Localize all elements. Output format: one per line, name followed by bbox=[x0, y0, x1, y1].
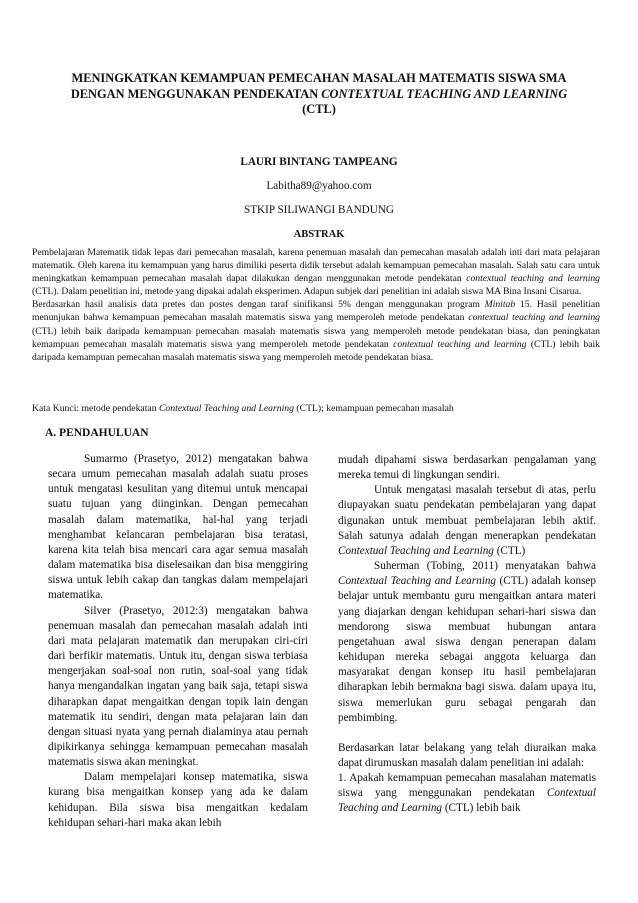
abstract-p2-text-d: (CTL) lebih baik daripada kemampuan pemecahan masalah matematis siswa yang memperoleh metode pendekatan biasa. bbox=[32, 338, 600, 363]
right-p5-text-a: 1. Apakah kemampuan pemecahan masalahan matematis siswa yang menggunakan pendekatan bbox=[338, 772, 596, 800]
title-line-2-text: DENGAN MENGGUNAKAN PENDEKATAN bbox=[70, 86, 322, 101]
right-p5-text-b: (CTL) lebih baik bbox=[442, 802, 521, 815]
title-line-2 bbox=[40, 87, 598, 103]
abstract-paragraph-1 bbox=[32, 246, 600, 298]
title-line-2-italic: CONTEXTUAL TEACHING AND LEARNING bbox=[321, 86, 568, 101]
section-heading-pendahuluan: A. PENDAHULUAN bbox=[45, 427, 149, 439]
left-paragraph-2: Silver (Prasetyo, 2012:3) mengatakan bahwa penemuan masalah dan pemecahan masalah adalah inti dari mata pelajaran matematik dan merupakan ciri-ciri dari berfikir matematis. Untuk itu, dengan siswa terbiasa mengerjakan soal-soal non rutin, soal-soal yang tidak hanya mengandalkan ingatan yang baik saja, tetapi siswa diharapkan dapat mengaitkan dengan topik lain dengan matematik itu sendiri, dengan mata pelajaran lain dan dengan situasi nyata yang pernah dialaminya atau pernah dipikirkanya sehingga kemampuan pemecahan masalah matematis siswa akan meningkat. bbox=[48, 604, 308, 769]
right-p2-text-b: (CTL) bbox=[493, 544, 526, 557]
right-p3-italic: Contextual Teaching and Learning bbox=[338, 575, 497, 588]
paper-title bbox=[40, 71, 598, 118]
abstract-body bbox=[32, 246, 600, 364]
title-line-1: MENINGKATKAN KEMAMPUAN PEMECAHAN MASALAH MATEMATIS SISWA SMA bbox=[71, 71, 567, 85]
left-column bbox=[48, 452, 308, 831]
right-p2-text-a: Untuk mengatasi masalah tersebut di atas, perlu diupayakan suatu pendekatan pembelajaran yang dapat digunakan untuk membuat pembelajaran lebih aktif. Salah satunya adalah dengan menerapkan pendekatan bbox=[338, 484, 596, 542]
left-paragraph-3: Dalam mempelajari konsep matematika, siswa kurang bisa mengaitkan konsep yang ada ke dalam kehidupan. Bila siswa bisa mengaitkan kedalam kehidupan sehari-hari maka akan lebih bbox=[48, 771, 308, 829]
keywords bbox=[32, 403, 602, 414]
right-paragraph-3 bbox=[338, 559, 596, 726]
right-paragraph-4: Berdasarkan latar belakang yang telah diuraikan maka dapat dirumuskan masalah dalam penelitian ini adalah: bbox=[338, 741, 596, 769]
abstract-paragraph-2 bbox=[32, 298, 600, 363]
abstract-p2-text-a: Berdasarkan hasil analisis data pretes dan postes dengan taraf sinifikansi 5% dengan menggunakan program bbox=[32, 299, 485, 311]
right-paragraph-1: mudah dipahami siswa berdasarkan pengalaman yang mereka temui di lingkungan sendiri. bbox=[338, 454, 596, 482]
right-p3-text-a: Suherman (Tobing, 2011) menyatakan bahwa bbox=[374, 560, 596, 573]
abstract-p1-italic: contextual teaching and learning bbox=[466, 273, 600, 285]
right-paragraph-2 bbox=[338, 483, 596, 559]
abstract-p2-text-c: (CTL) lebih baik daripada kemampuan pemecahan masalah matematis siswa yang memperoleh metode pendekatan biasa, dan peningkatan kemampuan pemecahan masalah matematis siswa yang memperoleh metode pendekatan bbox=[32, 325, 600, 350]
right-p5-italic: Contextual Teaching and Learning bbox=[338, 787, 596, 815]
right-p3-text-b: (CTL) adalah konsep belajar untuk membantu guru mengaitkan antara materi yang diajarkan dengan kehidupan sehari-hari siswa dan mendorong siswa membuat hubungan antara pengetahuan awal siswa dengan penerapan dalam kehidupan mereka sebagai anggota keluarga dan masyarakat dengan konsep itu hasil pembelajaran diharapkan lebih bermakna bagi siswa. dalam upaya itu, siswa memerlukan guru sebagai pengarah dan pembimbing. bbox=[338, 575, 596, 724]
abstract-p1-text-a: Pembelajaran Matematik tidak lepas dari pemecahan masalah, karena penemuan masalah dan pemecahan masalah adalah inti dari mata pelajaran matematik. Oleh karena itu kemampuan yang harus dimiliki peserta didik tersebut adalah kemampuan pemecahan masalah. Salah satu cara untuk meningkatkan kemampuan pemecahan masalah dapat dilakukan dengan menggunakan metode pendekatan bbox=[32, 247, 600, 285]
abstract-p2-italic-3: contextual teaching and learning bbox=[393, 338, 527, 350]
keywords-label: Kata Kunci: metode pendekatan bbox=[32, 403, 159, 414]
keywords-text: (CTL); kemampuan pemecahan masalah bbox=[293, 403, 454, 414]
left-paragraph-1: Sumarmo (Prasetyo, 2012) mengatakan bahwa secara umum pemecahan masalah adalah suatu proses untuk mengatasi kesulitan yang ditemui untuk mencapai suatu tujuan yang diinginkan. Dengan pemecahan masalah dalam matematika, hal-hal yang terjadi menghambat kelancaran pembelajaran bisa teratasi, karena kita telah bisa mencari cara agar semua masalah dalam matematika bisa diselesaikan dan bisa menggiring siswa untuk lebih cakap dan tangkas dalam mempelajari matematika. bbox=[48, 453, 308, 602]
paragraph-spacer bbox=[338, 726, 596, 741]
abstract-p2-italic-2: contextual teaching and learning bbox=[468, 312, 600, 324]
author-email: Labitha89@yahoo.com bbox=[266, 180, 372, 192]
author-name: LAURI BINTANG TAMPEANG bbox=[240, 156, 398, 168]
abstract-p2-text-b: 15. Hasil penelitian menunjukan bahwa kemampuan pemecahan masalah matematis siswa yang memperoleh metode pendekatan bbox=[32, 299, 600, 324]
right-paragraph-5 bbox=[338, 771, 596, 816]
right-column bbox=[338, 453, 596, 817]
abstract-heading: ABSTRAK bbox=[293, 229, 345, 240]
abstract-p1-text-b: (CTL). Dalam penelitian ini, metode yang dipakai adalah eksperimen. Adapun subjek dari penelitian ini adalah siswa MA Bina Insani Cisarua. bbox=[32, 286, 582, 298]
keywords-italic: Contextual Teaching and Learning bbox=[158, 403, 294, 414]
abstract-p2-italic-1: Minitab bbox=[484, 299, 516, 311]
right-p2-italic: Contextual Teaching and Learning bbox=[338, 544, 494, 557]
title-line-3: (CTL) bbox=[302, 102, 336, 116]
author-institution: STKIP SILIWANGI BANDUNG bbox=[244, 204, 394, 216]
